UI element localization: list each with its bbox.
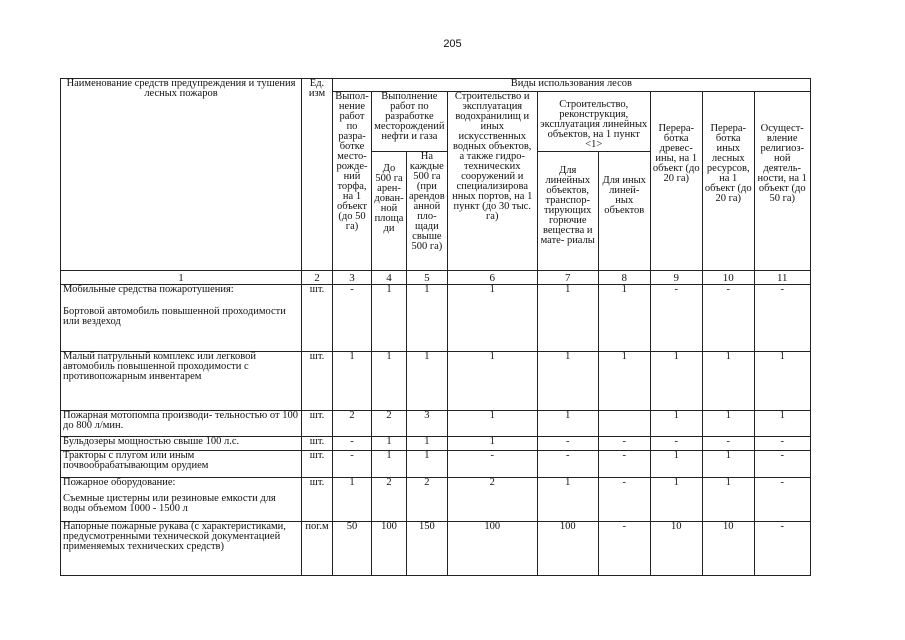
unit-cell: шт. bbox=[302, 352, 333, 411]
value-cell: - bbox=[333, 451, 372, 478]
header-group: Виды использования лесов bbox=[333, 79, 811, 92]
row-name-cell bbox=[61, 285, 302, 352]
col-number: 6 bbox=[447, 271, 537, 285]
value-cell: 1 bbox=[333, 352, 372, 411]
value-cell: 2 bbox=[407, 478, 448, 522]
value-cell: 1 bbox=[447, 352, 537, 411]
col-number: 7 bbox=[537, 271, 598, 285]
header-col45: Выполнение работ по разработке месторождений нефти и газа bbox=[372, 92, 448, 152]
row-name-cell bbox=[61, 478, 302, 522]
table-row bbox=[61, 352, 811, 411]
value-cell: 1 bbox=[537, 478, 598, 522]
value-cell: 1 bbox=[407, 437, 448, 451]
value-cell: 1 bbox=[447, 437, 537, 451]
value-cell: - bbox=[537, 451, 598, 478]
value-cell: 100 bbox=[447, 522, 537, 576]
item-name: Пожарная мотопомпа производи- тельностью от 100 до 800 л/мин. bbox=[61, 411, 302, 437]
value-cell: - bbox=[702, 285, 754, 352]
table-row bbox=[61, 411, 811, 437]
header-col78: Строительство, реконструкция, эксплуатация линейных объектов, на 1 пункт <1> bbox=[537, 92, 650, 152]
value-cell: 1 bbox=[407, 285, 448, 352]
unit-cell: пог.м bbox=[302, 522, 333, 576]
value-cell: - bbox=[598, 451, 650, 478]
value-cell: 1 bbox=[537, 411, 598, 437]
value-cell: 1 bbox=[598, 285, 650, 352]
value-cell: - bbox=[754, 437, 810, 451]
value-cell: 1 bbox=[702, 352, 754, 411]
unit-cell: шт. bbox=[302, 411, 333, 437]
value-cell: 1 bbox=[650, 411, 702, 437]
value-cell: - bbox=[754, 522, 810, 576]
item-name: Бортовой автомобиль повышенной проходимости или вездеход bbox=[63, 306, 286, 327]
col-number: 3 bbox=[333, 271, 372, 285]
value-cell: 1 bbox=[407, 451, 448, 478]
value-cell: 150 bbox=[407, 522, 448, 576]
value-cell: 1 bbox=[447, 285, 537, 352]
table-row bbox=[61, 437, 811, 451]
value-cell: 1 bbox=[754, 411, 810, 437]
value-cell: - bbox=[754, 285, 810, 352]
value-cell: 1 bbox=[702, 411, 754, 437]
value-cell bbox=[598, 411, 650, 437]
table-row bbox=[61, 478, 811, 522]
col-number: 9 bbox=[650, 271, 702, 285]
item-name: Бульдозеры мощностью свыше 100 л.с. bbox=[61, 437, 302, 451]
col-number: 2 bbox=[302, 271, 333, 285]
value-cell: - bbox=[333, 437, 372, 451]
value-cell: 1 bbox=[650, 478, 702, 522]
value-cell: 100 bbox=[537, 522, 598, 576]
item-name: Напорные пожарные рукава (с характеристиками, предусмотренными технической документацией применяемых технических средств) bbox=[61, 522, 302, 576]
col-number: 5 bbox=[407, 271, 448, 285]
col-number: 11 bbox=[754, 271, 810, 285]
value-cell: 1 bbox=[372, 285, 407, 352]
category-label: Мобильные средства пожаротушения: bbox=[63, 284, 234, 295]
value-cell: - bbox=[754, 478, 810, 522]
value-cell: 2 bbox=[372, 478, 407, 522]
header-col4: До 500 га арен- дован- ной площа ди bbox=[372, 152, 407, 271]
col-number: 10 bbox=[702, 271, 754, 285]
value-cell: - bbox=[447, 451, 537, 478]
value-cell: - bbox=[650, 437, 702, 451]
column-number-row bbox=[61, 271, 811, 285]
value-cell: 50 bbox=[333, 522, 372, 576]
unit-cell: шт. bbox=[302, 451, 333, 478]
forest-fire-equipment-table bbox=[60, 78, 811, 576]
value-cell: 1 bbox=[754, 352, 810, 411]
header-col6: Строительство и эксплуатация водохранилищ и иных искусственных водных объектов, а также гидро- технических сооружений и специализирова нных портов, на 1 пункт (до 30 тыс. га) bbox=[447, 92, 537, 271]
value-cell: 1 bbox=[447, 411, 537, 437]
value-cell: 3 bbox=[407, 411, 448, 437]
table-row bbox=[61, 451, 811, 478]
value-cell: 1 bbox=[537, 285, 598, 352]
value-cell: 1 bbox=[702, 451, 754, 478]
value-cell: - bbox=[598, 478, 650, 522]
page-number: 205 bbox=[443, 38, 462, 50]
table-row bbox=[61, 285, 811, 352]
value-cell: 1 bbox=[598, 352, 650, 411]
value-cell: 1 bbox=[372, 451, 407, 478]
value-cell: 1 bbox=[372, 352, 407, 411]
header-col9: Перера- ботка древес- ины, на 1 объект (до 20 га) bbox=[650, 92, 702, 271]
value-cell: 1 bbox=[650, 352, 702, 411]
value-cell: 10 bbox=[650, 522, 702, 576]
value-cell: 1 bbox=[407, 352, 448, 411]
unit-cell: шт. bbox=[302, 285, 333, 352]
item-name: Малый патрульный комплекс или легковой автомобиль повышенной проходимости с противопожарным инвентарем bbox=[61, 352, 302, 411]
unit-cell: шт. bbox=[302, 437, 333, 451]
header-name: Наименование средств предупреждения и тушения лесных пожаров bbox=[61, 79, 302, 271]
category-label: Пожарное оборудование: bbox=[63, 477, 176, 488]
header-col3: Выпол- нение работ по разра- ботке место- рожде- ний торфа, на 1 объект (до 50 га) bbox=[333, 92, 372, 271]
col-number: 1 bbox=[61, 271, 302, 285]
item-name: Съемные цистерны или резиновые емкости для воды объемом 1000 - 1500 л bbox=[63, 493, 276, 514]
col-number: 8 bbox=[598, 271, 650, 285]
value-cell: 1 bbox=[333, 478, 372, 522]
value-cell: - bbox=[598, 522, 650, 576]
value-cell: 10 bbox=[702, 522, 754, 576]
value-cell: 1 bbox=[537, 352, 598, 411]
value-cell: 2 bbox=[333, 411, 372, 437]
value-cell: - bbox=[598, 437, 650, 451]
header-col7: Для линейных объектов, транспор- тирующих горючие вещества и мате- риалы bbox=[537, 152, 598, 271]
header-col11: Осущест- вление религиоз- ной деятель- ности, на 1 объект (до 50 га) bbox=[754, 92, 810, 271]
header-col5: На каждые 500 га (при арендов анной пло- щади свыше 500 га) bbox=[407, 152, 448, 271]
value-cell: 1 bbox=[650, 451, 702, 478]
unit-cell: шт. bbox=[302, 478, 333, 522]
header-unit: Ед. изм bbox=[302, 79, 333, 271]
value-cell: - bbox=[754, 451, 810, 478]
value-cell: - bbox=[702, 437, 754, 451]
value-cell: 2 bbox=[447, 478, 537, 522]
header-col10: Перера- ботка иных лесных ресурсов, на 1 объект (до 20 га) bbox=[702, 92, 754, 271]
header-col8: Для иных линей- ных объектов bbox=[598, 152, 650, 271]
value-cell: 2 bbox=[372, 411, 407, 437]
value-cell: 1 bbox=[702, 478, 754, 522]
table-row bbox=[61, 522, 811, 576]
value-cell: - bbox=[333, 285, 372, 352]
value-cell: 100 bbox=[372, 522, 407, 576]
value-cell: - bbox=[650, 285, 702, 352]
col-number: 4 bbox=[372, 271, 407, 285]
item-name: Тракторы с плугом или иным почвообрабатывающим орудием bbox=[61, 451, 302, 478]
value-cell: - bbox=[537, 437, 598, 451]
value-cell: 1 bbox=[372, 437, 407, 451]
